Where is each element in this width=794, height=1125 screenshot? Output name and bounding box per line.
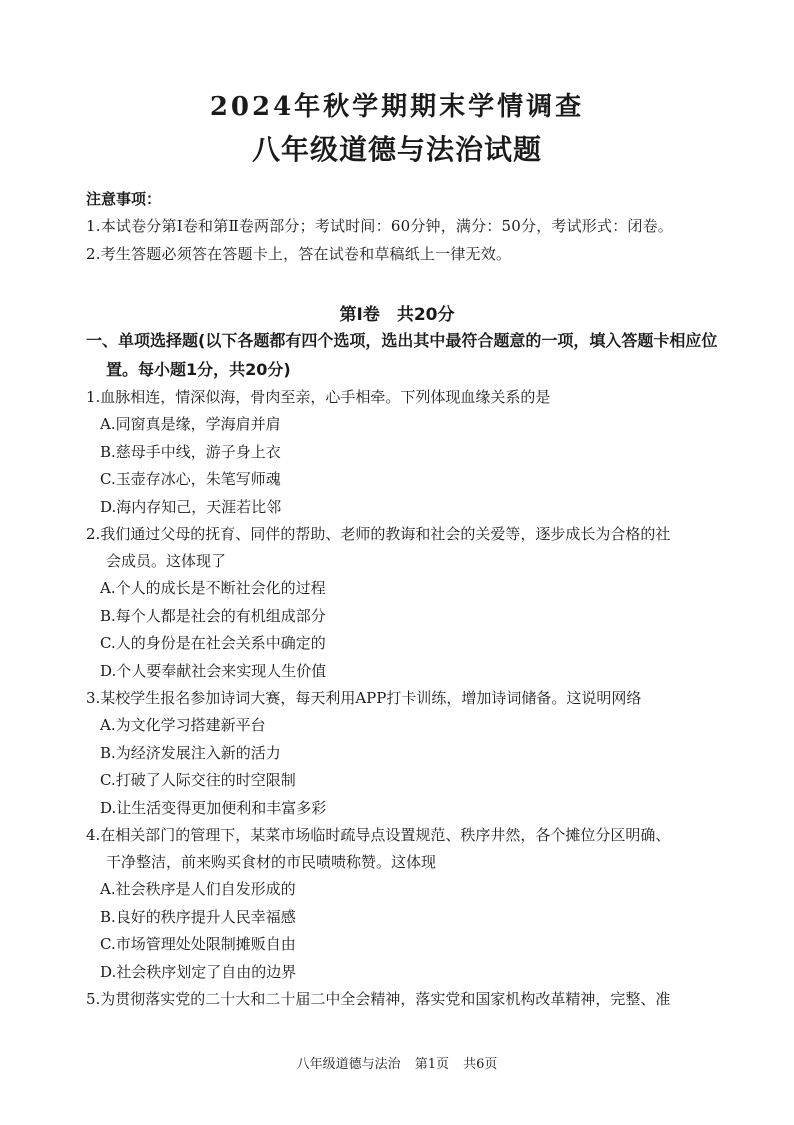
option-c: C.玉壶存冰心，朱笔写师魂: [100, 470, 281, 488]
question-5: [86, 986, 726, 1013]
question-stem: 1.血脉相连，情深似海，骨肉至亲，心手相牵。下列体现血缘关系的是: [86, 388, 551, 406]
option-d: D.社会秩序划定了自由的边界: [100, 962, 297, 981]
option-a: A.为文化学习搭建新平台: [100, 716, 266, 734]
option-b: B.良好的秩序提升人民幸福感: [100, 907, 296, 926]
option-c: C.人的身份是在社会关系中确定的: [100, 634, 326, 652]
question-stem: 5.为贯彻落实党的二十大和二十届二中全会精神，落实党和国家机构改革精神，完整、准: [86, 990, 671, 1008]
part-heading-line: 置。每小题1分，共20分): [106, 360, 291, 379]
question-list: [86, 384, 726, 1013]
notice-block: [86, 186, 726, 268]
question-2: [86, 521, 726, 685]
option-d: D.海内存知己，天涯若比邻: [100, 497, 282, 516]
footer-page-total: 共6页: [463, 1057, 498, 1072]
option-c: C.打破了人际交往的时空限制: [100, 771, 296, 789]
question-stem: 4.在相关部门的管理下，某菜市场临时疏导点设置规范、秩序井然，各个摊位分区明确、: [86, 826, 671, 844]
notice-item: 1.本试卷分第Ⅰ卷和第Ⅱ卷两部分；考试时间：60分钟，满分：50分，考试形式：闭卷。: [86, 217, 674, 235]
footer-page-number: 第1页: [414, 1057, 449, 1072]
option-b: B.慈母手中线，游子身上衣: [100, 442, 281, 461]
notice-heading: 注意事项：: [86, 190, 162, 208]
question-stem: 2.我们通过父母的抚育、同伴的帮助、老师的教诲和社会的关爱等，逐步成长为合格的社: [86, 525, 671, 543]
part-heading: [86, 326, 726, 384]
option-a: A.个人的成长是不断社会化的过程: [100, 579, 326, 597]
page-footer: [0, 1053, 794, 1072]
question-3: [86, 685, 726, 822]
question-stem-continued: 干净整洁，前来购买食材的市民啧啧称赞。这体现: [106, 853, 437, 871]
exam-title: 2024年秋学期期末学情调查: [209, 92, 585, 122]
footer-subject: 八年级道德与法治: [296, 1057, 401, 1072]
option-d: D.个人要奉献社会来实现人生价值: [100, 661, 327, 680]
option-b: B.为经济发展注入新的活力: [100, 743, 281, 762]
option-c: C.市场管理处处限制摊贩自由: [100, 935, 296, 953]
question-4: [86, 822, 726, 986]
section-title: 第Ⅰ卷 共20分: [339, 305, 455, 325]
question-stem-continued: 会成员。这体现了: [106, 552, 227, 570]
notice-item: 2.考生答题必须答在答题卡上，答在试卷和草稿纸上一律无效。: [86, 245, 512, 263]
option-d: D.让生活变得更加便利和丰富多彩: [100, 798, 327, 817]
option-b: B.每个人都是社会的有机组成部分: [100, 606, 326, 625]
question-1: [86, 384, 726, 521]
question-stem: 3.某校学生报名参加诗词大赛，每天利用APP打卡训练，增加诗词储备。这说明网络: [86, 689, 642, 707]
part-heading-line: 一、单项选择题(以下各题都有四个选项，选出其中最符合题意的一项，填入答题卡相应位: [86, 331, 718, 350]
option-a: A.社会秩序是人们自发形成的: [100, 880, 296, 898]
exam-subtitle: 八年级道德与法治试题: [251, 133, 542, 166]
option-a: A.同窗真是缘，学海肩并肩: [100, 415, 281, 433]
